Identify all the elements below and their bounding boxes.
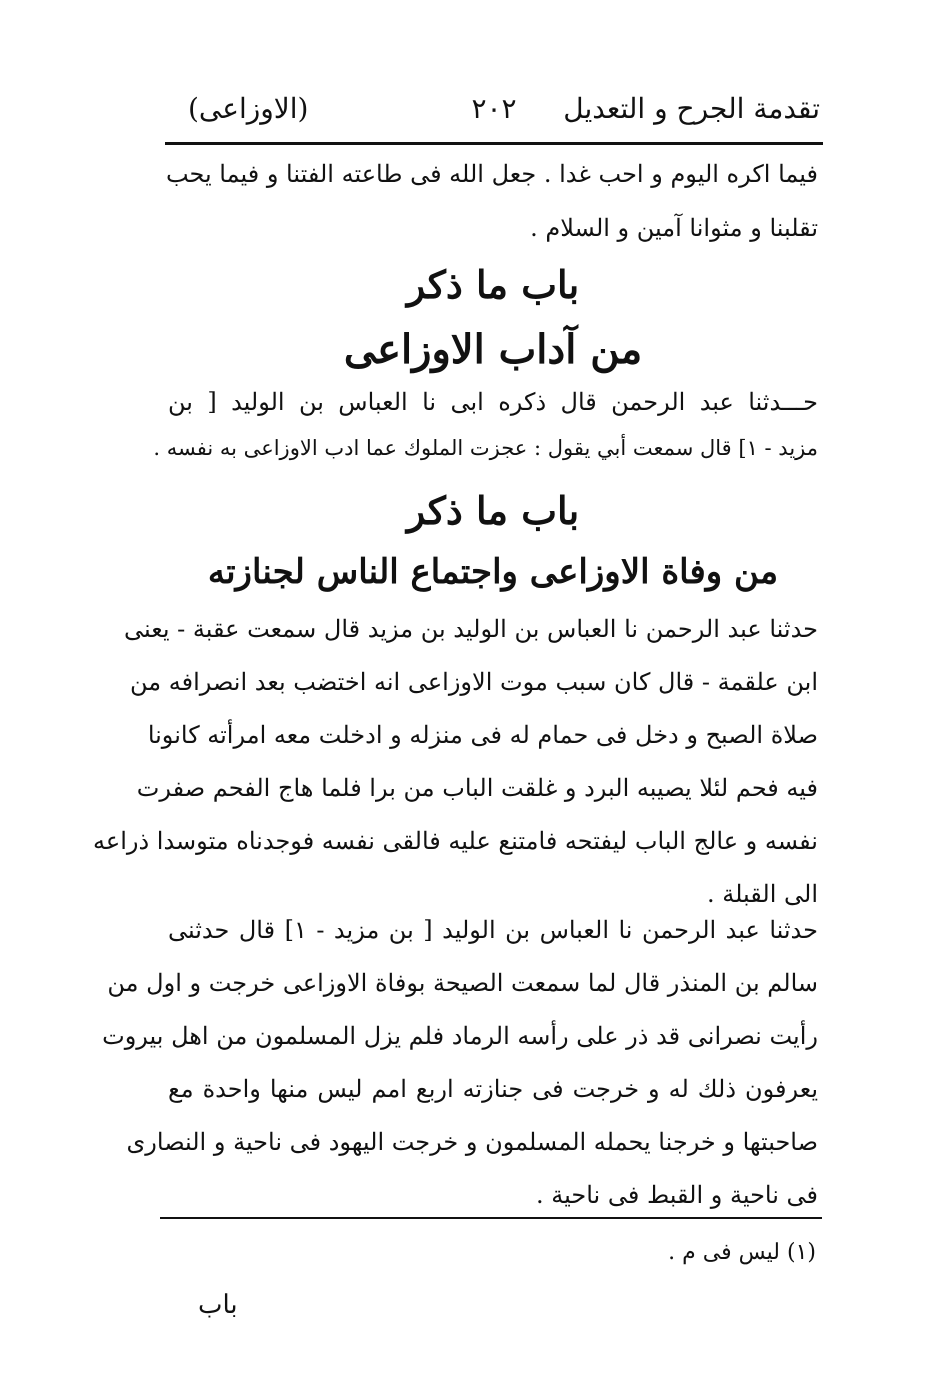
section1-heading-line2: من آداب الاوزاعى (343, 326, 643, 373)
section2-paragraph-1 (93, 615, 818, 910)
para2-line-5: صاحبتها و خرجنا يحمله المسلمون و خرجت اليهود فى ناحية و النصارى (126, 1128, 818, 1156)
para1-line-1: حدثنا عبد الرحمن نا العباس بن الوليد بن مزيد قال سمعت عقبة - يعنى (124, 615, 818, 643)
section1-line-1: حـــدثنا عبد الرحمن قال ذكره ابى نا العباس بن الوليد [ بن (168, 388, 818, 416)
page-number: ٢٠٢ (471, 92, 517, 125)
footnote-rule (160, 1217, 822, 1219)
para2-line-2: سالم بن المنذر قال لما سمعت الصيحة بوفاة الاوزاعى خرجت و اول من (107, 969, 818, 997)
para2-line-1: حدثنا عبد الرحمن نا العباس بن الوليد [ بن مزيد - ١] قال حدثنى (168, 916, 818, 944)
intro-line-2: تقلبنا و مثوانا آمين و السلام . (530, 214, 818, 242)
catchword: باب (198, 1290, 238, 1320)
section2-heading-line2: من وفاة الاوزاعى واجتماع الناس لجنازته (207, 552, 779, 592)
section2-heading-line1: باب ما ذكر (406, 488, 580, 533)
para2-line-3: رأيت نصرانى قد ذر على رأسه الرماد فلم يزل المسلمون من اهل بيروت (102, 1022, 818, 1050)
para1-line-4: فيه فحم لئلا يصيبه البرد و غلقت الباب من برا فلما هاج الفحم صفرت (136, 774, 818, 802)
page-header (168, 82, 820, 142)
section1-paragraph (153, 388, 818, 466)
para1-line-2: ابن علقمة - قال كان سبب موت الاوزاعى انه اختضب بعد انصرافه من (129, 668, 818, 696)
section2-paragraph-2 (102, 916, 818, 1211)
intro-paragraph (165, 160, 818, 244)
footnote: (١) ليس فى م . (668, 1240, 816, 1265)
para1-line-5: نفسه و عالج الباب ليفتحه فامتنع عليه فالقى نفسه فوجدناه متوسدا ذراعه (93, 827, 818, 855)
section1-heading-line1: باب ما ذكر (406, 262, 580, 307)
intro-line-1: فيما اكره اليوم و احب غدا . جعل الله فى طاعته الفتنا و فيما يحب (165, 160, 818, 188)
section-title: (الاوزاعى) (188, 92, 309, 125)
header-rule (165, 142, 823, 145)
para2-line-4: يعرفون ذلك له و خرجت فى جنازته اربع امم ليس منها واحدة مع (168, 1075, 818, 1103)
book-title: تقدمة الجرح و التعديل (563, 92, 820, 125)
para1-line-6: الى القبلة . (706, 880, 818, 908)
para2-line-6: فى ناحية و القبط فى ناحية . (536, 1181, 818, 1209)
section1-line-2: مزيد - ١] قال سمعت أبي يقول : عجزت الملوك عما ادب الاوزاعى به نفسه . (153, 436, 818, 460)
para1-line-3: صلاة الصبح و دخل فى حمام له فى منزله و ادخلت معه امرأته كانونا (147, 721, 818, 749)
